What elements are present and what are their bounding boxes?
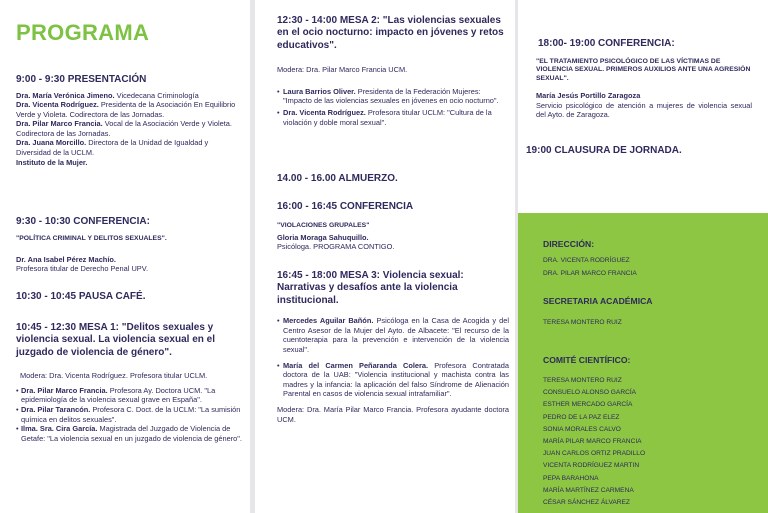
- list-item: CÉSAR SÁNCHEZ ÁLVAREZ: [543, 499, 630, 507]
- list-item: • Dra. Pilar Tarancón. Profesora C. Doct. de la UCLM: "La sumisión química en delitos sexuales".: [16, 405, 244, 424]
- clausura: 19:00 CLAUSURA DE JORNADA.: [526, 145, 682, 156]
- mesa-3-moderator: Modera: Dra. María Pilar Marco Francia. Profesora ayudante doctora UCM.: [277, 404, 509, 424]
- list-item: PEPA BARAHONA: [543, 474, 599, 482]
- list-item: MARÍA PILAR MARCO FRANCIA: [543, 438, 642, 446]
- mesa-1-moderator: Moderа: Dra. Vicenta Rodríguez. Profesora titular UCLM.: [20, 371, 208, 381]
- entry: Dra. Pilar Marco Francia. Vocal de la Asociación Verde y Violeta. Codirectora de las Jornadas.: [16, 119, 232, 138]
- conferencia-1-heading: 9:30 - 10:30 CONFERENCIA:: [16, 216, 150, 227]
- comite-heading: COMITÉ CIENTÍFICO:: [543, 355, 631, 365]
- list-item: VICENTA RODRÍGUEZ MARTIN: [543, 462, 640, 470]
- list-item: SONIA MORALES CALVO: [543, 425, 621, 433]
- conferencia-3-section: [528, 38, 752, 120]
- mesa-2-moderator: Modera: Dra. Pilar Marco Francia UCM.: [277, 65, 408, 75]
- mesa-3-section: [277, 270, 509, 424]
- comite-list: [543, 375, 645, 509]
- presentacion-entries: [16, 91, 244, 168]
- list-item: • Dra. Pilar Marco Francia. Profesora Ay. Doctora UCM. "La epidemiología de la violencia sexual grave en España".: [16, 386, 244, 405]
- list-item: TERESA MONTERO RUIZ: [543, 377, 622, 384]
- mesa-3-items: [277, 316, 509, 399]
- entry: Dra. María Verónica Jimeno. Vicedecana Criminología: [16, 90, 199, 100]
- list-item: CONSUELO ALONSO GARCÍA: [543, 389, 637, 397]
- direccion-heading: DIRECCIÓN:: [543, 239, 595, 249]
- mesa-2-items: [277, 87, 505, 127]
- list-item: DRA. PILAR MARCO FRANCIA: [543, 270, 637, 277]
- conferencia-3-speaker: María Jesús Portillo Zaragoza: [536, 91, 641, 101]
- entry: Instituto de la Mujer.: [16, 157, 88, 167]
- conferencia-2-role: Psicóloga. PROGRAMA CONTIGO.: [277, 242, 395, 252]
- entry: Dra. Juana Morcillo. Directora de la Unidad de Igualdad y Diversidad de la UCLM.: [16, 138, 209, 158]
- presentacion-section: [16, 74, 244, 167]
- mesa-1-section: [16, 322, 244, 443]
- list-item: • Mercedes Aguilar Bañón. Psicóloga en la Casa de Acogida y del Centro Asesor de la Mujer del Ayto. de Albacete: "El recurso de la cuentoterapia para la prevención e intervención de la violencia sexual".: [277, 316, 509, 354]
- organizers-panel: [518, 213, 768, 513]
- conferencia-1-speaker: Dr. Ana Isabel Pérez Machío.: [16, 254, 116, 264]
- conferencia-3-role: Servicio psicológico de atención a mujeres de violencia sexual del Ayto. de Zaragoza.: [536, 100, 752, 120]
- list-item: • Ilma. Sra. Cira García. Magistrada del Juzgado de Violencia de Getafe: "La violencia sexual en un juzgado de violencia de género".: [16, 424, 244, 443]
- program-title: PROGRAMA: [16, 20, 150, 45]
- mesa-2-heading: 12:30 - 14:00 MESA 2: "Las violencias sexuales en el ocio nocturno: impacto en jóvenes y retos educativos".: [277, 15, 504, 51]
- list-item: PEDRO DE LA PAZ ELEZ: [543, 413, 620, 421]
- conferencia-2-heading: 16:00 - 16:45 CONFERENCIA: [277, 201, 414, 212]
- list-item: • Dra. Vicenta Rodríguez. Profesora titular UCLM: "Cultura de la violación y doble moral sexual".: [277, 108, 505, 127]
- list-item: JUAN CARLOS ORTIZ PRADILLO: [543, 450, 646, 458]
- pausa-cafe: 10:30 - 10:45 PAUSA CAFÉ.: [16, 291, 146, 302]
- program-column-1: [0, 0, 250, 513]
- list-item: • María del Carmen Peñaranda Colera. Profesora Contratada doctora de la UAB: "Violencia institucional y machista contra las madres y la infancia: la aplicación del falso Síndrome de Alienación Parental en casos de violencia sexual intrafamiliar".: [277, 361, 509, 399]
- list-item: DRA. VICENTA RODRÍGUEZ: [543, 257, 630, 264]
- conferencia-1-role: Profesora titular de Derecho Penal UPV.: [16, 264, 149, 274]
- program-column-3: [518, 0, 768, 513]
- conferencia-3-subtitle: "EL TRATAMIENTO PSICOLÓGICO DE LAS VÍCTIMAS DE VIOLENCIA SEXUAL. PRIMEROS AUXILIOS ANTE UNA AGRESIÓN SEXUAL".: [536, 57, 751, 82]
- program-column-2: [255, 0, 515, 513]
- conferencia-1-subtitle: "POLÍTICA CRIMINAL Y DELITOS SEXUALES".: [16, 234, 167, 242]
- presentacion-heading: 9:00 - 9:30 PRESENTACIÓN: [16, 74, 147, 85]
- list-item: TERESA MONTERO RUIZ: [543, 319, 622, 326]
- mesa-2-section: [277, 15, 505, 127]
- conferencia-2-subtitle: "VIOLACIONES GRUPALES": [277, 221, 370, 229]
- conferencia-2-section: [277, 201, 505, 252]
- entry: Dra. Vicenta Rodríguez. Presidenta de la Asociación En Equilibrio Verde y Violeta. Codirectora de las Jornadas.: [16, 100, 236, 119]
- secretaria-list: [543, 316, 622, 329]
- conferencia-3-heading: 18:00- 19:00 CONFERENCIA:: [538, 38, 675, 49]
- mesa-3-heading: 16:45 - 18:00 MESA 3: Violencia sexual: Narrativas y desafíos ante la violencia institucional.: [277, 270, 464, 306]
- list-item: ESTHER MERCADO GARCÍA: [543, 401, 633, 409]
- list-item: • Laura Barrios Oliver. Presidenta de la Federación Mujeres: "Impacto de las violencias sexuales en jóvenes en ocio nocturno".: [277, 87, 505, 106]
- conferencia-1-section: [16, 216, 244, 274]
- mesa-1-items: [16, 386, 244, 444]
- secretaria-heading: SECRETARIA ACADÉMICA: [543, 296, 653, 306]
- almuerzo: 14.00 - 16.00 ALMUERZO.: [277, 173, 398, 184]
- list-item: MARÍA MARTÍNEZ CARMENA: [543, 486, 634, 494]
- direccion-list: [543, 254, 637, 280]
- mesa-1-heading: 10:45 - 12:30 MESA 1: "Delitos sexuales y violencia sexual. La violencia sexual en el juzgado de violencia de género".: [16, 322, 215, 358]
- conferencia-2-speaker: Gloria Moraga Sahuquillo.: [277, 232, 369, 242]
